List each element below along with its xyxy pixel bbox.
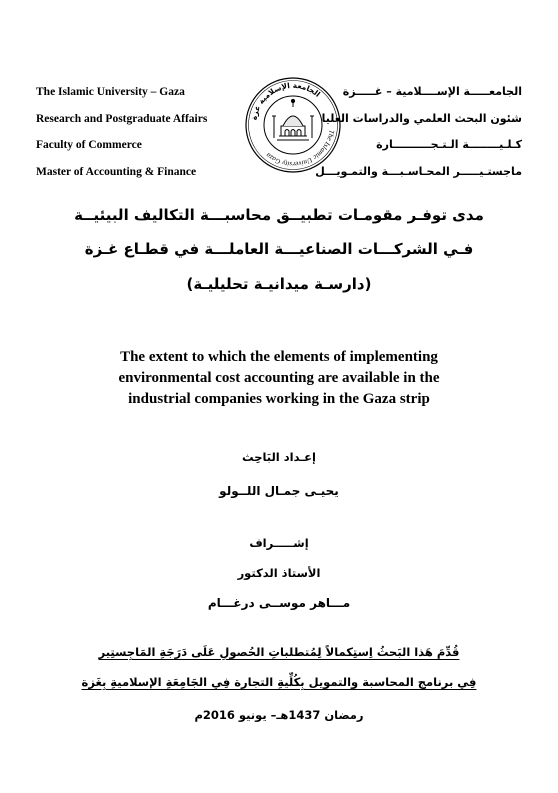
- thesis-subtitle-ar: (دارسـة ميدانيـة تحليليـة): [186, 275, 372, 293]
- faculty-ar: كـلـيــــــــة الـتـجــــــــــارة: [376, 138, 522, 151]
- program-ar: ماجستـيـــــر المحـاسـبـــة والتمـويـــل: [315, 164, 522, 178]
- seal-ring-text-ar: الجامعة الإسلامية غزة: [249, 80, 322, 121]
- faculty-en: Faculty of Commerce: [36, 139, 142, 151]
- research-affairs-ar: شئون البحث العلمي والدراسات العليا: [321, 111, 522, 125]
- thesis-title-en-line-3: industrial companies working in the Gaza strip: [128, 391, 430, 407]
- header-english: [36, 79, 207, 185]
- thesis-title-ar-line-1: مدى توفـر مقومـات تطبيــق محاسبـــة التكاليف البيئيــة: [74, 206, 484, 224]
- seal-ring-text-en: The Islamic University Gaza: [264, 129, 336, 169]
- supervisor-name: مـــاهر موســى درغـــام: [207, 596, 351, 610]
- header-arabic: [315, 79, 522, 185]
- submission-statement-line-1: قُدِّمَ هَذا البَحثُ اِستِكمالاً لِمُتطلباتِ الحُصولِ عَلَى دَرَجَةِ المَاجِستِير: [98, 645, 460, 659]
- thesis-title-ar-line-2: فـي الشركـــات الصناعيـــة العاملـــة في قطـاع غـزة: [84, 240, 474, 258]
- author-name: يحيـى جمـال اللــولو: [219, 484, 339, 498]
- author-label: إعـداد البَاحِث: [242, 450, 316, 464]
- program-en: Master of Accounting & Finance: [36, 165, 197, 178]
- submission-statement-line-2: فِي برنامج المحاسبة والتمويل بِكُلِّيةِ التجارة فِي الجَامِعَةِ الإسلاميةِ بِغَزة: [81, 675, 477, 689]
- submission-date: رمضان 1437هـ– يونيو 2016م: [194, 708, 364, 722]
- university-name-en: The Islamic University – Gaza: [36, 86, 185, 98]
- research-affairs-en: Research and Postgraduate Affairs: [36, 112, 208, 125]
- supervisor-label: إشـــــراف: [249, 536, 309, 550]
- thesis-title-en-line-2: environmental cost accounting are available in the: [118, 370, 440, 386]
- thesis-title-en-line-1: The extent to which the elements of implementing: [120, 349, 438, 365]
- supervisor-title: الأستاذ الدكتور: [237, 566, 321, 580]
- university-name-ar: الجامعـــــة الإســــلامية – غـــــزة: [342, 85, 522, 98]
